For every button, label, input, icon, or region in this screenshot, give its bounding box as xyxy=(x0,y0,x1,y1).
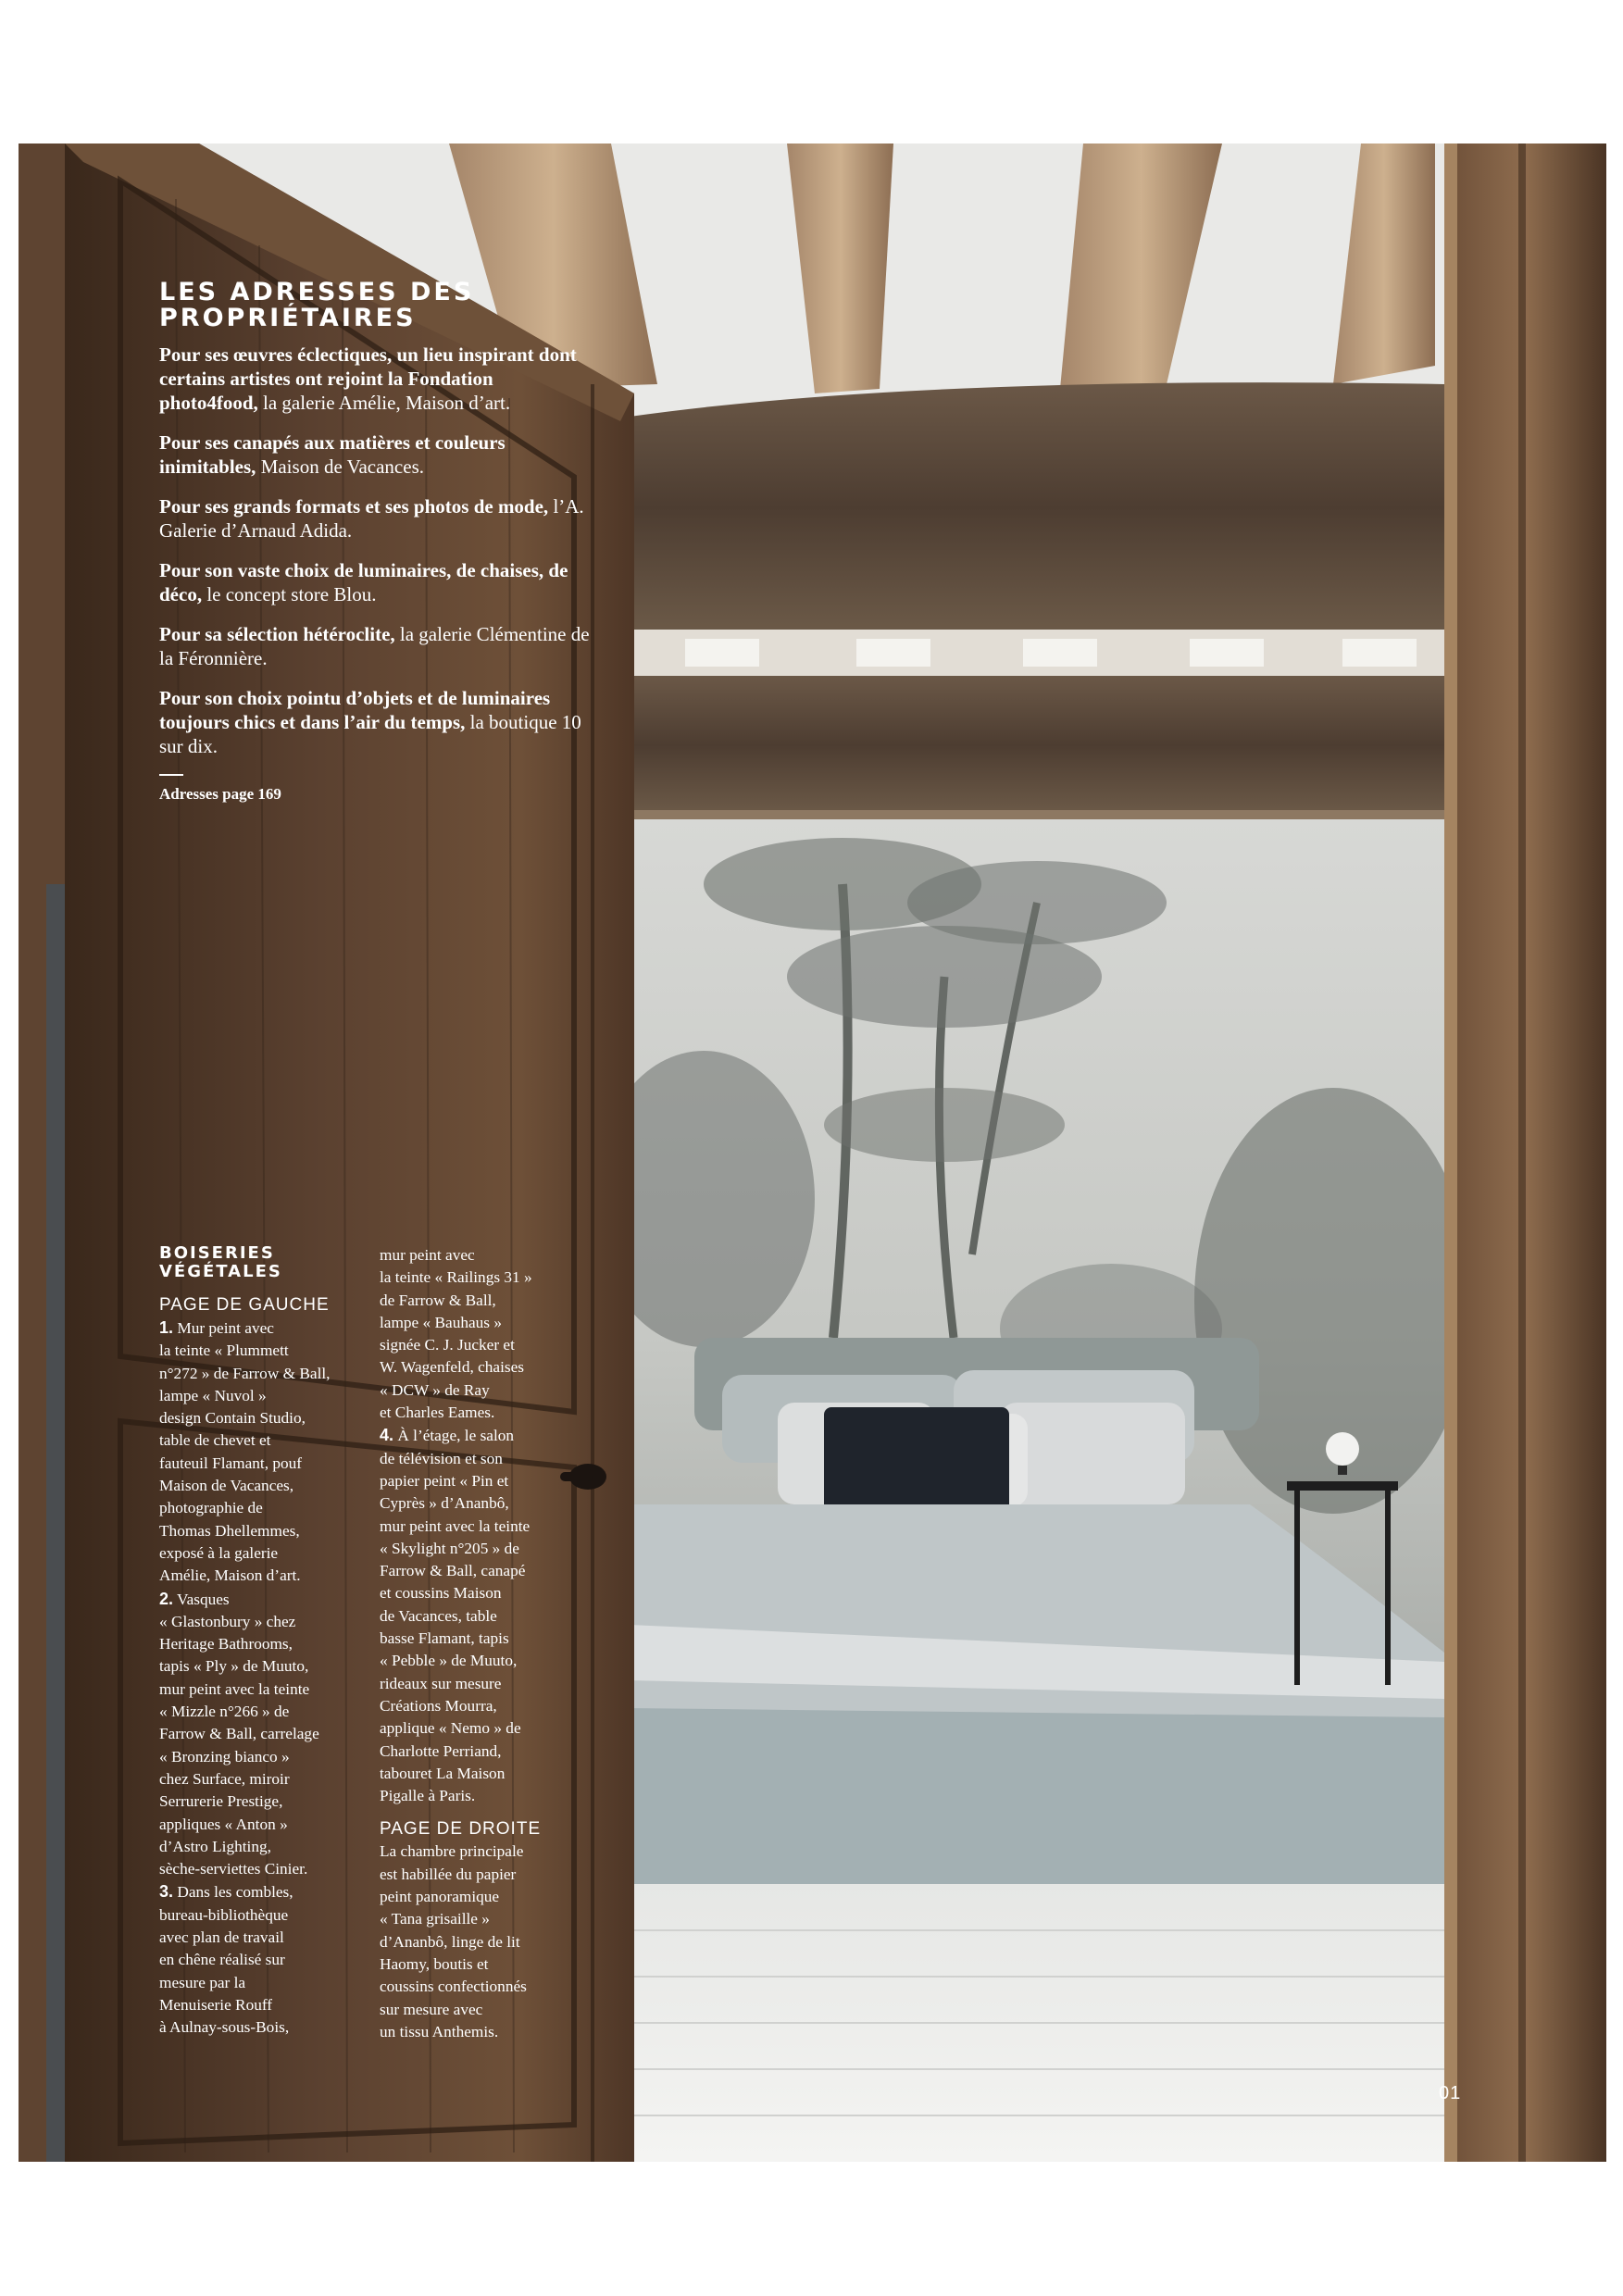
addresses-title-line1: LES ADRESSES DES xyxy=(159,278,475,306)
caption-text: applique « Nemo » de xyxy=(380,1719,521,1738)
caption-text: « Bronzing bianco » xyxy=(159,1747,290,1766)
caption-line xyxy=(159,1746,363,1768)
caption-text: exposé à la galerie xyxy=(159,1543,279,1562)
captions-title xyxy=(159,1244,363,1281)
caption-line xyxy=(380,1908,583,1930)
caption-line xyxy=(159,1453,363,1475)
caption-line xyxy=(380,1244,583,1267)
caption-line xyxy=(380,1628,583,1650)
captions-column-right xyxy=(380,1244,583,2043)
caption-line xyxy=(380,1470,583,1492)
caption-text: avec plan de travail xyxy=(159,1928,284,1947)
caption-line xyxy=(159,1520,363,1542)
caption-line xyxy=(380,1516,583,1538)
caption-text: sur mesure avec xyxy=(380,2000,483,2018)
caption-line xyxy=(159,1542,363,1565)
caption-line xyxy=(380,1290,583,1312)
caption-line xyxy=(159,1768,363,1791)
caption-text: Serrurerie Prestige, xyxy=(159,1792,283,1811)
caption-line xyxy=(380,1695,583,1717)
caption-text: de Farrow & Ball, xyxy=(380,1291,496,1309)
caption-text: Maison de Vacances, xyxy=(159,1477,294,1495)
caption-line xyxy=(380,1560,583,1582)
caption-text: Menuiserie Rouff xyxy=(159,1995,273,2014)
caption-line xyxy=(159,1429,363,1452)
caption-line xyxy=(159,1363,363,1385)
caption-line xyxy=(380,1673,583,1695)
caption-line xyxy=(380,1864,583,1886)
caption-line xyxy=(380,2021,583,2043)
caption-line xyxy=(159,1904,363,1927)
addresses-title xyxy=(159,280,594,331)
caption-text: « Skylight n°205 » de xyxy=(380,1539,519,1557)
caption-line xyxy=(380,1999,583,2021)
caption-line xyxy=(159,1723,363,1745)
captions-title-line2: VÉGÉTALES xyxy=(159,1262,282,1281)
caption-text: fauteuil Flamant, pouf xyxy=(159,1454,303,1472)
left-page-label: PAGE DE GAUCHE xyxy=(159,1295,330,1315)
caption-line xyxy=(159,1565,363,1587)
address-entry: Pour sa sélection hétéroclite, la galerie Clémentine de la Féronnière. xyxy=(159,623,590,669)
caption-text: mesure par la xyxy=(159,1973,246,1991)
caption-text: tapis « Ply » de Muuto, xyxy=(159,1657,309,1676)
caption-number: 1. xyxy=(159,1318,174,1337)
captions-right-page-lines xyxy=(380,1841,583,2043)
caption-line xyxy=(159,1949,363,1971)
caption-text: d’Astro Lighting, xyxy=(159,1837,271,1855)
captions-right-lines xyxy=(380,1244,583,1807)
caption-text: un tissu Anthemis. xyxy=(380,2022,499,2040)
caption-line xyxy=(380,1841,583,1863)
page-number: 01 xyxy=(1439,2083,1462,2103)
caption-text: la teinte « Railings 31 » xyxy=(380,1268,532,1287)
caption-number: 4. xyxy=(380,1426,394,1445)
caption-text: d’Ananbô, linge de lit xyxy=(380,1932,520,1951)
address-entry: Pour ses canapés aux matières et couleurs inimitables, Maison de Vacances. xyxy=(159,431,506,478)
captions-title-line1: BOISERIES xyxy=(159,1243,275,1263)
caption-text: rideaux sur mesure xyxy=(380,1674,502,1692)
caption-line xyxy=(380,1356,583,1379)
right-page-label: PAGE DE DROITE xyxy=(380,1819,542,1840)
caption-text: bureau-bibliothèque xyxy=(159,1905,289,1924)
caption-text: chez Surface, miroir xyxy=(159,1769,290,1788)
caption-text: papier peint « Pin et xyxy=(380,1471,509,1490)
caption-line xyxy=(380,1976,583,1998)
caption-text: de Vacances, table xyxy=(380,1606,497,1625)
divider-rule xyxy=(159,774,183,776)
caption-line xyxy=(159,1497,363,1519)
caption-line xyxy=(380,1931,583,1953)
caption-text: coussins confectionnés xyxy=(380,1978,527,1996)
caption-text: mur peint avec la teinte xyxy=(380,1516,531,1535)
captions-column-left xyxy=(159,1244,363,2040)
caption-text: « Mizzle n°266 » de xyxy=(159,1703,290,1721)
caption-text: lampe « Nuvol » xyxy=(159,1386,267,1404)
caption-line xyxy=(159,1385,363,1407)
caption-line xyxy=(159,1880,363,1903)
caption-text: sèche-serviettes Cinier. xyxy=(159,1860,308,1878)
caption-line xyxy=(159,1588,363,1611)
caption-text: de télévision et son xyxy=(380,1449,503,1467)
caption-text: Pigalle à Paris. xyxy=(380,1787,476,1805)
caption-text: la teinte « Plummett xyxy=(159,1341,289,1360)
address-entry: Pour ses œuvres éclectiques, un lieu inspirant dont certains artistes ont rejoint la Fondation photo4food, la galerie Amélie, Maison d’art. xyxy=(159,343,577,414)
caption-text: « DCW » de Ray xyxy=(380,1380,490,1399)
caption-number: 3. xyxy=(159,1882,174,1902)
caption-line xyxy=(380,1763,583,1785)
caption-line xyxy=(380,1424,583,1447)
caption-line xyxy=(380,1267,583,1289)
caption-text: Thomas Dhellemmes, xyxy=(159,1521,300,1540)
caption-text: La chambre principale xyxy=(380,1842,524,1861)
caption-text: et coussins Maison xyxy=(380,1584,502,1603)
caption-text: tabouret La Maison xyxy=(380,1764,506,1782)
caption-line xyxy=(380,1953,583,1976)
addresses-page-ref: Adresses page 169 xyxy=(159,785,281,803)
caption-line xyxy=(159,1836,363,1858)
caption-text: À l’étage, le salon xyxy=(393,1427,515,1445)
caption-line xyxy=(159,1475,363,1497)
caption-line xyxy=(159,1340,363,1362)
addresses-title-line2: PROPRIÉTAIRES xyxy=(159,304,417,332)
caption-text: basse Flamant, tapis xyxy=(380,1629,509,1648)
caption-line xyxy=(380,1605,583,1628)
caption-text: Amélie, Maison d’art. xyxy=(159,1566,301,1585)
caption-line xyxy=(159,1814,363,1836)
caption-text: Farrow & Ball, canapé xyxy=(380,1562,526,1580)
caption-text: Vasques xyxy=(173,1590,230,1608)
caption-line xyxy=(159,1858,363,1880)
caption-text: lampe « Bauhaus » xyxy=(380,1313,502,1331)
caption-line xyxy=(159,1994,363,2016)
captions-left-lines xyxy=(159,1316,363,2040)
caption-text: signée C. J. Jucker et xyxy=(380,1336,515,1354)
caption-line xyxy=(380,1741,583,1763)
caption-line xyxy=(380,1538,583,1560)
caption-line xyxy=(159,1927,363,1949)
addresses-block xyxy=(159,280,594,804)
caption-line xyxy=(159,1611,363,1633)
caption-line xyxy=(159,1633,363,1655)
caption-text: W. Wagenfeld, chaises xyxy=(380,1358,525,1377)
caption-line xyxy=(159,2016,363,2039)
address-entry: Pour son vaste choix de luminaires, de chaises, de déco, le concept store Blou. xyxy=(159,559,568,605)
caption-line xyxy=(159,1316,363,1340)
caption-text: « Pebble » de Muuto, xyxy=(380,1652,518,1670)
caption-line xyxy=(380,1886,583,1908)
caption-line xyxy=(159,1791,363,1813)
caption-line xyxy=(380,1448,583,1470)
caption-line xyxy=(159,1678,363,1701)
caption-text: n°272 » de Farrow & Ball, xyxy=(159,1364,331,1382)
caption-text: « Glastonbury » chez xyxy=(159,1612,296,1630)
caption-line xyxy=(380,1582,583,1604)
caption-text: Charlotte Perriand, xyxy=(380,1741,502,1760)
caption-text: est habillée du papier xyxy=(380,1865,517,1883)
caption-text: Créations Mourra, xyxy=(380,1696,497,1715)
caption-line xyxy=(159,1407,363,1429)
caption-line xyxy=(380,1402,583,1424)
caption-text: photographie de xyxy=(159,1499,263,1517)
caption-line xyxy=(380,1785,583,1807)
caption-line xyxy=(159,1655,363,1678)
caption-line xyxy=(380,1492,583,1515)
caption-text: Cyprès » d’Ananbô, xyxy=(380,1494,509,1513)
caption-line xyxy=(159,1701,363,1723)
caption-text: à Aulnay-sous-Bois, xyxy=(159,2018,290,2037)
caption-line xyxy=(159,1972,363,1994)
caption-number: 2. xyxy=(159,1589,174,1608)
caption-text: en chêne réalisé sur xyxy=(159,1951,285,1969)
caption-line xyxy=(380,1379,583,1402)
caption-text: peint panoramique xyxy=(380,1888,500,1906)
caption-text: mur peint avec xyxy=(380,1246,475,1264)
caption-line xyxy=(380,1717,583,1740)
caption-line xyxy=(380,1334,583,1356)
caption-text: Heritage Bathrooms, xyxy=(159,1635,293,1653)
caption-text: appliques « Anton » xyxy=(159,1815,288,1833)
caption-text: Haomy, boutis et xyxy=(380,1954,489,1973)
caption-text: design Contain Studio, xyxy=(159,1409,306,1428)
caption-text: et Charles Eames. xyxy=(380,1404,495,1422)
address-entry: Pour son choix pointu d’objets et de luminaires toujours chics et dans l’air du temps, la boutique 10 sur dix. xyxy=(159,687,581,757)
caption-text: mur peint avec la teinte xyxy=(159,1679,310,1698)
caption-line xyxy=(380,1650,583,1672)
caption-text: Mur peint avec xyxy=(173,1319,274,1337)
caption-text: table de chevet et xyxy=(159,1431,271,1450)
caption-text: « Tana grisaille » xyxy=(380,1910,490,1928)
caption-text: Farrow & Ball, carrelage xyxy=(159,1725,319,1743)
address-entry: Pour ses grands formats et ses photos de mode, l’A. Galerie d’Arnaud Adida. xyxy=(159,495,584,542)
caption-text: Dans les combles, xyxy=(173,1883,293,1902)
caption-line xyxy=(380,1312,583,1334)
